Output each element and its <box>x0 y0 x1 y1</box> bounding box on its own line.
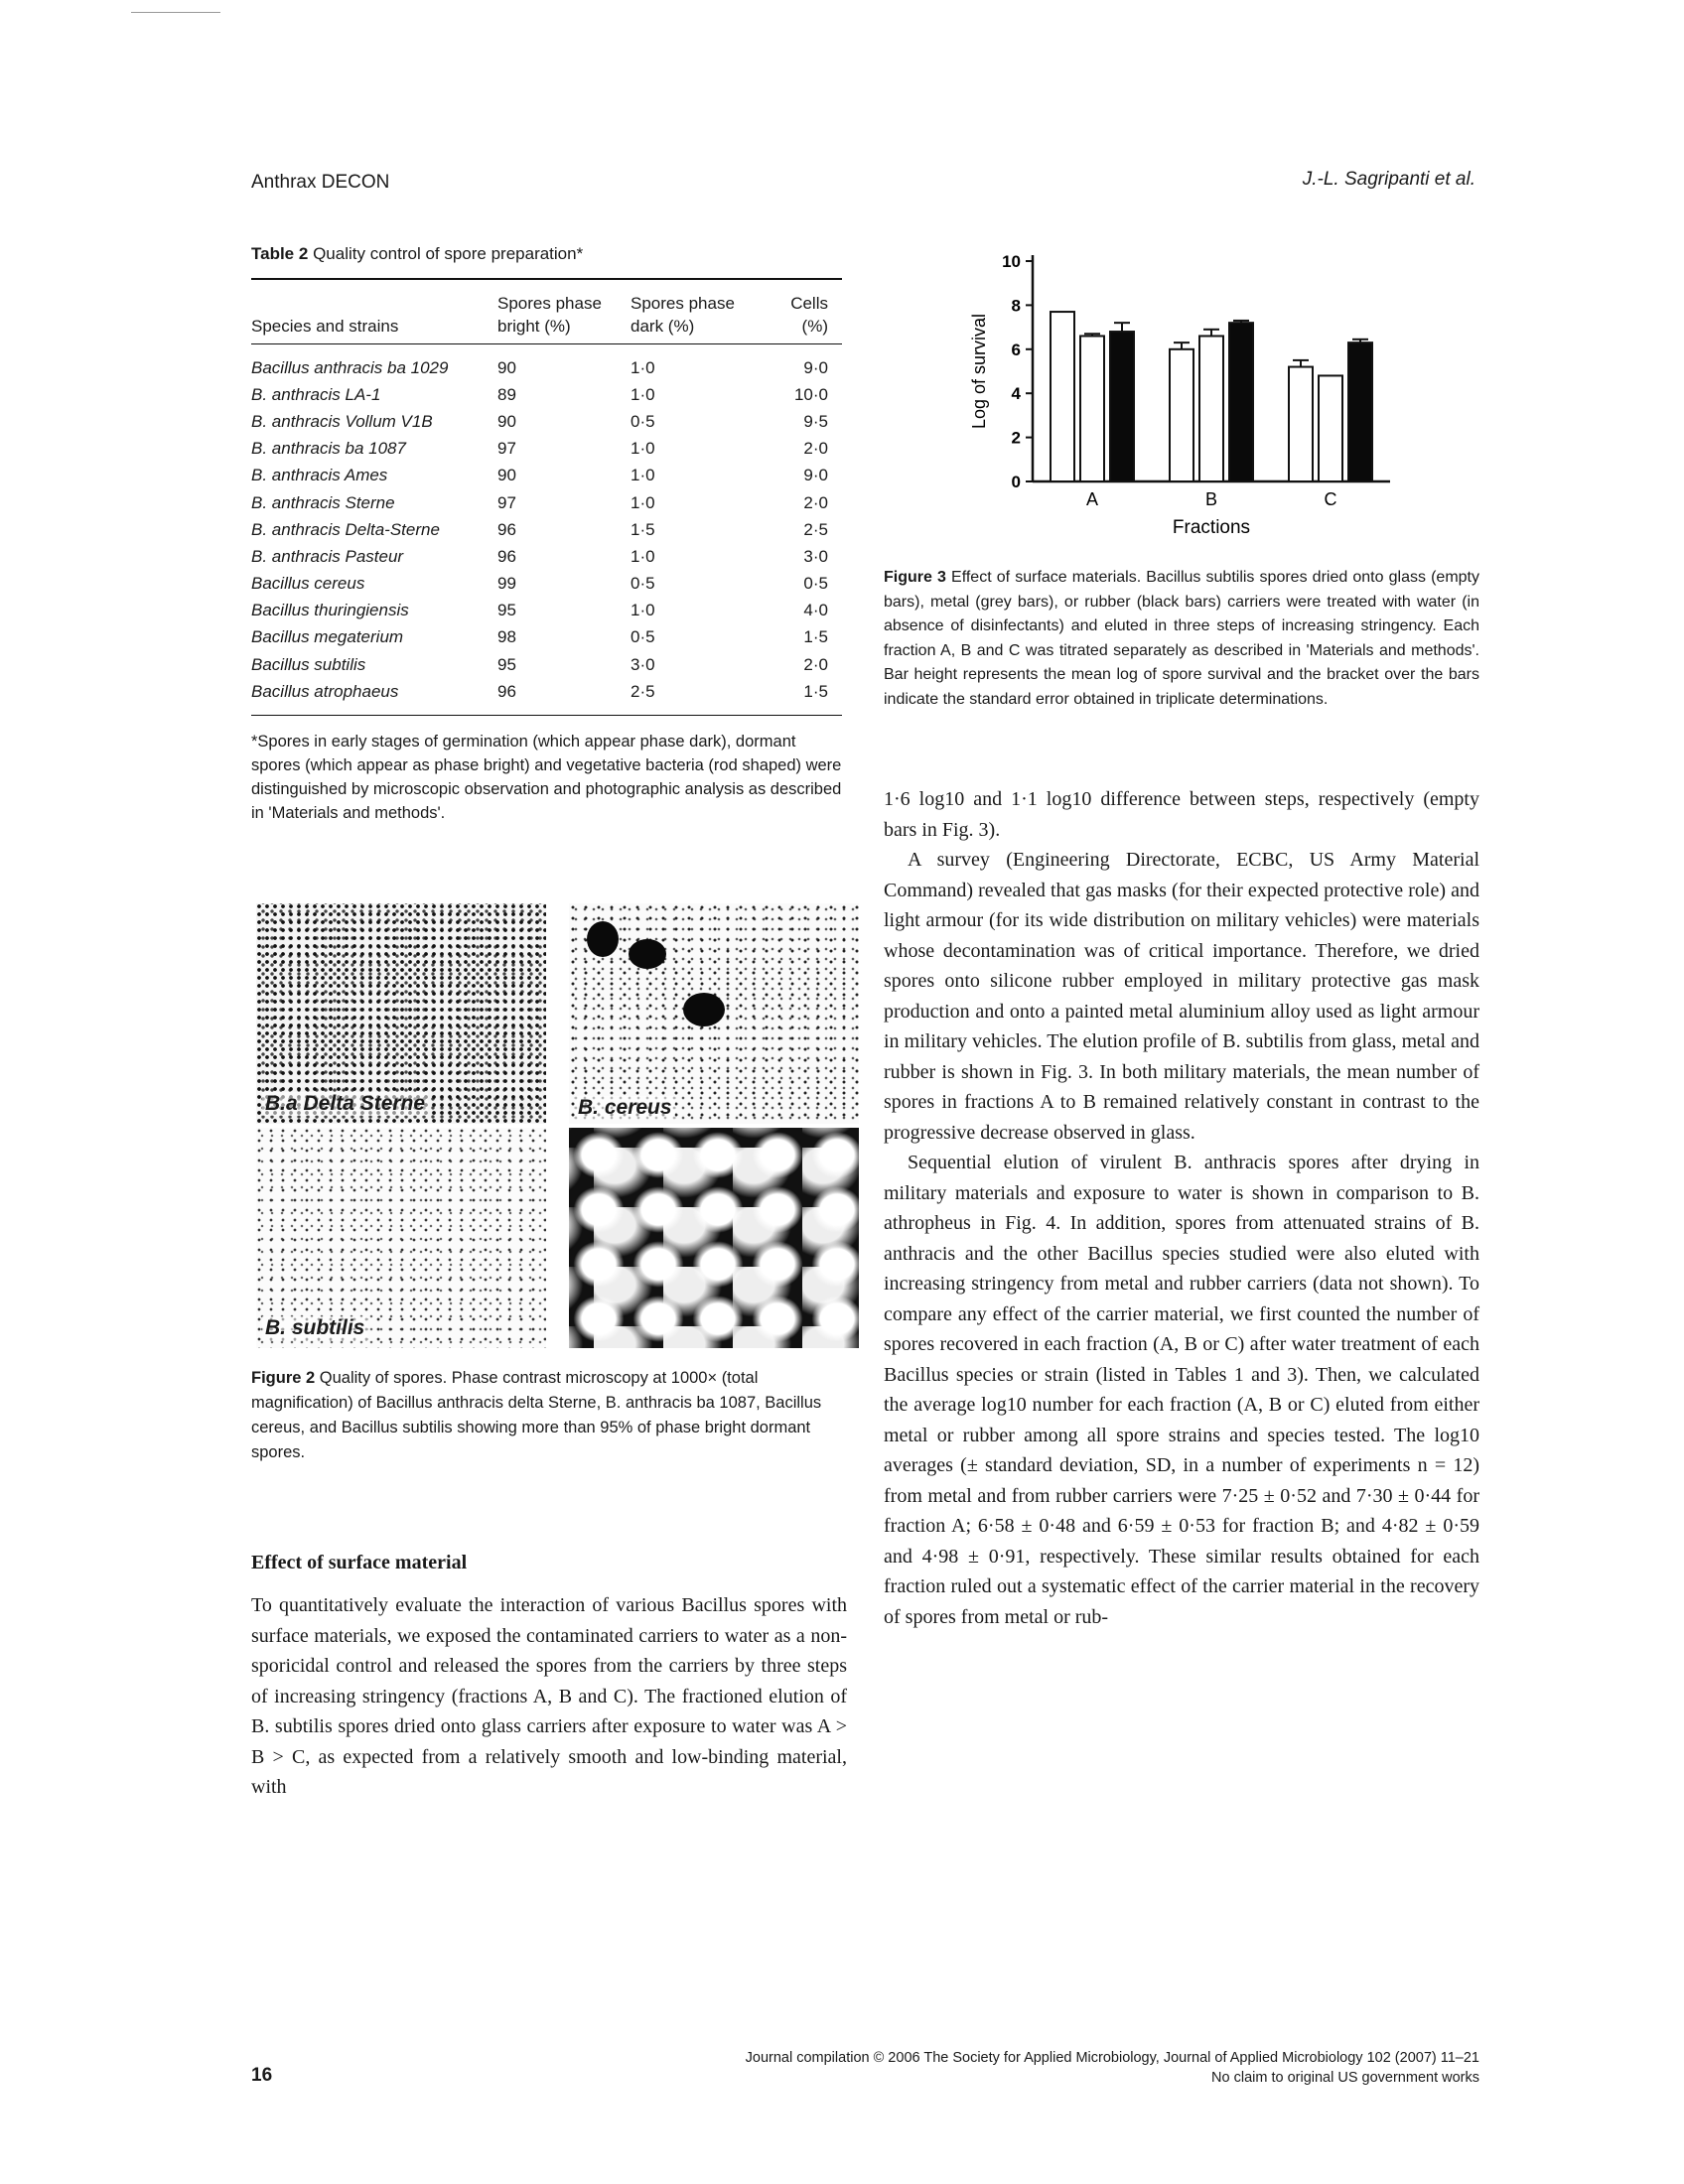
table-cell: B. anthracis Delta-Sterne <box>251 519 440 539</box>
footer-journal <box>635 2048 1479 2088</box>
table-cell: 4·0 <box>803 601 828 620</box>
bar-rubber-A <box>1110 332 1134 481</box>
table-cell: 10·0 <box>793 384 828 404</box>
figure-3-caption <box>884 566 1479 712</box>
table-cell: 0·5 <box>631 574 655 594</box>
table-row <box>251 436 842 463</box>
table-cell: 1·0 <box>631 466 655 485</box>
x-axis-label: Fractions <box>1172 517 1251 538</box>
figure-3-chart <box>953 243 1410 541</box>
table-cell: Bacillus atrophaeus <box>251 681 399 701</box>
running-head-authors: J.-L. Sagripanti et al. <box>1302 169 1475 190</box>
figure-2-label: Figure 2 <box>251 1369 316 1387</box>
table-cell: 1·0 <box>631 384 655 404</box>
bar-metal-B <box>1199 336 1223 481</box>
table-row <box>251 624 842 651</box>
table-cell: Bacillus cereus <box>251 574 365 594</box>
panel-label: B. subtilis <box>262 1316 367 1340</box>
table-cell: 1·0 <box>631 601 655 620</box>
running-head-left: Anthrax DECON <box>251 172 390 193</box>
table-cell: 2·5 <box>631 681 655 701</box>
table-row <box>251 381 842 408</box>
table-2-label: Table 2 <box>251 244 309 263</box>
figure-2-caption <box>251 1366 847 1465</box>
table-cell: 1·5 <box>803 681 828 701</box>
column-header: Spores phase dark (%) <box>631 294 735 336</box>
figure-3-label: Figure 3 <box>884 569 946 586</box>
table-cell: 97 <box>497 492 516 512</box>
table-cell: 3·0 <box>803 546 828 566</box>
table-cell: 2·0 <box>803 439 828 459</box>
table-cell: 9·0 <box>803 357 828 377</box>
table-row <box>251 651 842 678</box>
table-cell: 0·5 <box>631 627 655 647</box>
micrograph-ba-1087 <box>256 1128 546 1348</box>
dark-cluster <box>587 921 619 957</box>
table-cell: 96 <box>497 519 516 539</box>
table-cell: 9·0 <box>803 466 828 485</box>
table-2 <box>251 244 847 825</box>
paragraph: A survey (Engineering Directorate, ECBC, US Army Material Command) revealed that gas masks (for their expected protective role) and light armour (for its wide distribution on military vehicles) were materials whose decontamination was of critical importance. Therefore, we dried spores onto silicone rubber employed in military protective gas mask production and onto a painted metal aluminium alloy used as light armour in military vehicles. The elution profile of B. subtilis from glass, metal and rubber is shown in Fig. 3. In both military materials, the mean number of spores in fractions A to B remained relatively constant in contrast to the progressive decrease observed in glass. <box>884 849 1479 1144</box>
section-heading: Effect of surface material <box>251 1552 468 1573</box>
x-tick-label: B <box>1204 489 1218 509</box>
table-cell: 90 <box>497 466 516 485</box>
figure-2-micrographs <box>256 903 842 1350</box>
y-tick-label: 10 <box>1002 252 1021 271</box>
table-cell: 1·5 <box>803 627 828 647</box>
x-tick-label: C <box>1324 489 1337 509</box>
bar-glass-C <box>1289 367 1313 481</box>
table-cell: Bacillus subtilis <box>251 654 366 674</box>
copyright-claim: No claim to original US government works <box>1211 2070 1479 2086</box>
table-cell: 0·5 <box>631 411 655 431</box>
table-2-footnote: *Spores in early stages of germination (which appear phase dark), dormant spores (which appear as phase bright) and vegetative bacteria (rod shaped) were distinguished by microscopic observation and photographic analysis as described in 'Materials and methods'. <box>251 733 842 823</box>
table-cell: 95 <box>497 601 516 620</box>
panel-label: B.a Delta Sterne <box>262 1092 428 1116</box>
micrograph-b-subtilis <box>569 1128 859 1348</box>
bar-rubber-B <box>1229 323 1253 481</box>
table-cell: Bacillus thuringiensis <box>251 601 409 620</box>
bar-rubber-C <box>1348 342 1372 481</box>
bar-glass-B <box>1170 349 1193 481</box>
table-cell: 2·0 <box>803 492 828 512</box>
table-cell: B. anthracis ba 1087 <box>251 439 406 459</box>
table-row <box>251 678 842 716</box>
table-cell: 1·0 <box>631 439 655 459</box>
table-cell: 0·5 <box>803 574 828 594</box>
table-cell: 2·0 <box>803 654 828 674</box>
journal-citation: Journal compilation © 2006 The Society for Applied Microbiology, Journal of Applied Microbiology 102 (2007) 11–21 <box>745 2050 1479 2066</box>
column-header: Spores phase bright (%) <box>497 294 602 336</box>
table-cell: B. anthracis LA-1 <box>251 384 381 404</box>
top-rule <box>131 12 220 13</box>
quality-control-table <box>251 278 842 716</box>
bar-chart-svg <box>953 243 1410 541</box>
column-header: Species and strains <box>251 317 399 336</box>
table-cell: B. anthracis Vollum V1B <box>251 411 433 431</box>
y-tick-label: 8 <box>1011 296 1021 316</box>
table-cell: 90 <box>497 411 516 431</box>
table-cell: B. anthracis Ames <box>251 466 388 485</box>
table-cell: 1·0 <box>631 546 655 566</box>
table-cell: 97 <box>497 439 516 459</box>
page-number: 16 <box>251 2065 273 2086</box>
table-cell: 95 <box>497 654 516 674</box>
table-row <box>251 571 842 598</box>
table-cell: 2·5 <box>803 519 828 539</box>
table-2-caption <box>251 244 847 264</box>
table-cell: 89 <box>497 384 516 404</box>
bar-glass-A <box>1051 312 1074 481</box>
panel-label: B. cereus <box>575 1096 675 1120</box>
y-axis-label: Log of survival <box>969 313 989 430</box>
table-cell: B. anthracis Sterne <box>251 492 395 512</box>
table-row <box>251 598 842 624</box>
table-cell: 1·5 <box>631 519 655 539</box>
dark-cluster <box>683 993 725 1026</box>
micrograph-b-cereus <box>569 903 859 1124</box>
y-tick-label: 6 <box>1011 340 1021 359</box>
table-cell: 96 <box>497 546 516 566</box>
bar-metal-C <box>1319 375 1342 481</box>
table-cell: 9·5 <box>803 411 828 431</box>
right-column-text <box>884 784 1479 1632</box>
figure-2-caption-text: Quality of spores. Phase contrast microscopy at 1000× (total magnification) of Bacillus anthracis delta Sterne, B. anthracis ba 1087, Bacillus cereus, and Bacillus subtilis showing more than 95% of phase bright dormant spores. <box>251 1369 822 1461</box>
y-tick-label: 2 <box>1011 428 1021 448</box>
table-row <box>251 489 842 516</box>
table-row <box>251 516 842 543</box>
table-cell: 98 <box>497 627 516 647</box>
table-cell: Bacillus anthracis ba 1029 <box>251 357 449 377</box>
bar-metal-A <box>1080 336 1104 481</box>
table-cell: Bacillus megaterium <box>251 627 404 647</box>
x-tick-label: A <box>1085 489 1099 509</box>
dark-cluster <box>629 939 666 969</box>
table-row <box>251 408 842 435</box>
table-cell: 3·0 <box>631 654 655 674</box>
paragraph: 1·6 log10 and 1·1 log10 difference between steps, respectively (empty bars in Fig. 3). <box>884 788 1479 841</box>
table-cell: 90 <box>497 357 516 377</box>
table-cell: 1·0 <box>631 492 655 512</box>
table-body <box>251 344 842 716</box>
column-header: Cells (%) <box>790 294 828 336</box>
section-body-text: To quantitatively evaluate the interaction of various Bacillus spores with surface materials, we exposed the contaminated carriers to water as a non-sporicidal control and released the spores from the carriers by three steps of increasing stringency (fractions A, B and C). The fractioned elution of B. subtilis spores dried onto glass carriers after exposure to water was A > B > C, as expected from a relatively smooth and low-binding material, with <box>251 1594 847 1798</box>
paragraph: Sequential elution of virulent B. anthracis spores after drying in military materials and exposure to water is shown in comparison to B. athropheus in Fig. 4. In addition, spores from attenuated strains of B. anthracis and the other Bacillus species studied were also eluted with increasing stringency from metal and rubber carriers (data not shown). To compare any effect of the carrier material, we first counted the number of spores recovered in each fraction (A, B or C) after water treatment of each Bacillus species or strain (listed in Tables 1 and 3). Then, we calculated the average log10 number for each fraction (A, B or C) eluted from either metal or rubber among all spore strains and species tested. The log10 averages (± standard deviation, SD, in a number of experiments n = 12) from metal and from rubber carriers were 7·25 ± 0·52 and 7·30 ± 0·44 for fraction A; 6·58 ± 0·48 and 6·59 ± 0·53 for fraction B; and 4·82 ± 0·59 and 4·98 ± 0·91, respectively. These similar results obtained for each fraction ruled out a systematic effect of the carrier material in the recovery of spores from metal or rub- <box>884 1152 1479 1628</box>
figure-3-caption-text: Effect of surface materials. Bacillus subtilis spores dried onto glass (empty bars), metal (grey bars), or rubber (black bars) carriers were treated with water (in absence of disinfectants) and eluted in three steps of increasing stringency. Each fraction A, B and C was titrated separately as described in 'Materials and methods'. Bar height represents the mean log of spore survival and the bracket over the bars indicate the standard error obtained in triplicate determinations. <box>884 569 1480 708</box>
table-row <box>251 543 842 570</box>
table-cell: 99 <box>497 574 516 594</box>
table-row <box>251 463 842 489</box>
table-cell: 1·0 <box>631 357 655 377</box>
table-cell: B. anthracis Pasteur <box>251 546 404 566</box>
table-row <box>251 344 842 382</box>
y-tick-label: 4 <box>1011 384 1021 404</box>
table-cell: 96 <box>497 681 516 701</box>
micrograph-delta-sterne <box>256 903 546 1124</box>
y-tick-label: 0 <box>1011 473 1021 491</box>
table-2-title: Quality control of spore preparation* <box>313 244 584 263</box>
